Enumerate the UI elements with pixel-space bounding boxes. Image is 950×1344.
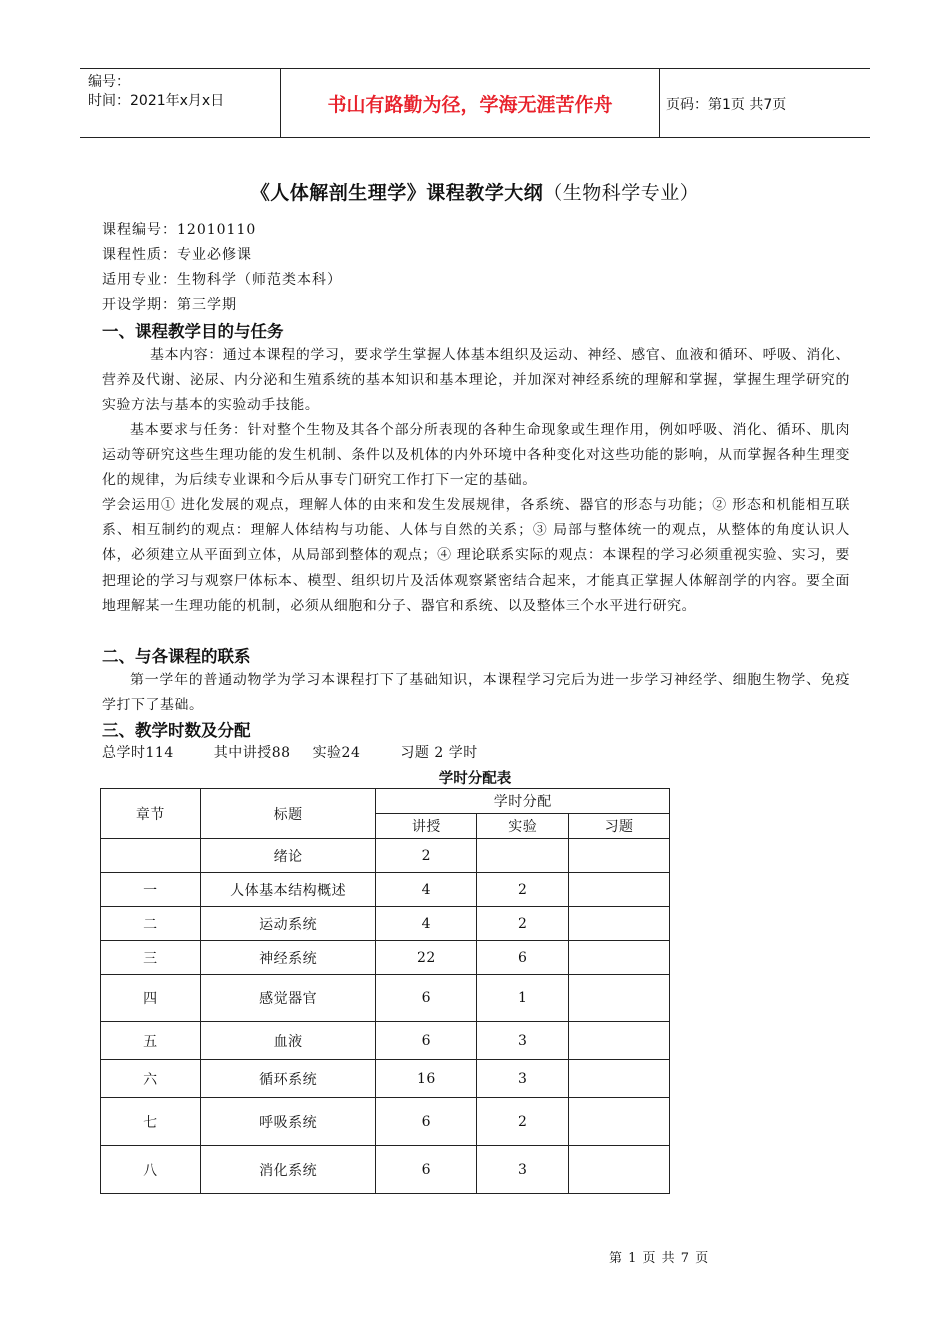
header-number: 编号： [88,74,130,90]
cell-exercise [569,1146,670,1194]
cell-lab: 3 [477,1022,569,1060]
table-row [101,1098,670,1146]
cell-lecture: 6 [376,975,477,1022]
header-slogan: 书山有路勤为径，学海无涯苦作舟 [280,69,660,137]
cell-title: 感觉器官 [200,975,376,1022]
header-time: 时间：2021年x月x日 [88,93,225,109]
col-header-lab: 实验 [477,814,569,839]
cell-lab: 1 [477,975,569,1022]
cell-chapter: 五 [101,1022,201,1060]
cell-chapter [101,839,201,873]
table-title: 学时分配表 [438,771,512,787]
cell-chapter: 六 [101,1060,201,1098]
course-nature: 课程性质：专业必修课 [102,247,252,263]
course-code: 课程编号：12010110 [102,222,257,238]
section1-para-methods: 学会运用① 进化发展的观点，理解人体的由来和发生发展规律，各系统、器官的形态与功能；② 形态和机能相互联系、相互制约的观点：理解人体结构与功能、人体与自然的关系；③ 局部与整体统一的观点，从整体的角度认识人体，必须建立从平面到立体，从局部到整体的观点；④ 理论联系实际的观点：本课程的学习必须重视实验、实习，要把理论的学习与观察尸体标本、模型、组织切片及活体观察紧密结合起来，才能真正掌握人体解剖学的内容。要全面地理解某一生理功能的机制，必须从细胞和分子、器官和系统、以及整体三个水平进行研究。 [102,497,850,614]
cell-title: 神经系统 [200,941,376,975]
cell-title: 循环系统 [200,1060,376,1098]
cell-exercise [569,941,670,975]
teaching-hours-summary [102,742,518,762]
table-row [101,1060,670,1098]
cell-lecture: 6 [376,1146,477,1194]
cell-title: 血液 [200,1022,376,1060]
section2-heading: 二、与各课程的联系 [102,647,251,666]
cell-lecture: 22 [376,941,477,975]
course-semester: 开设学期：第三学期 [102,297,237,313]
cell-exercise [569,1060,670,1098]
document-title [0,178,950,205]
cell-chapter: 八 [101,1146,201,1194]
hours-total: 总学时114 [102,745,174,761]
cell-lecture: 6 [376,1022,477,1060]
cell-lecture: 4 [376,873,477,907]
section3-heading: 三、教学时数及分配 [102,721,251,740]
col-header-chapter: 章节 [101,789,201,839]
table-row [101,1146,670,1194]
cell-lab: 6 [477,941,569,975]
table-row [101,1022,670,1060]
table-row [101,839,670,873]
cell-exercise [569,975,670,1022]
hours-exercise: 习题 2 学时 [400,745,478,761]
cell-lab: 2 [477,907,569,941]
cell-chapter: 七 [101,1098,201,1146]
cell-lab [477,839,569,873]
cell-lab: 3 [477,1146,569,1194]
page-footer: 第 1 页 共 7 页 [609,1251,710,1266]
course-major: 适用专业：生物科学（师范类本科） [102,272,342,288]
section1-para-basic-content: 基本内容：通过本课程的学习，要求学生掌握人体基本组织及运动、神经、感官、血液和循环、呼吸、消化、营养及代谢、泌尿、内分泌和生殖系统的基本知识和基本理论，并加深对神经系统的理解和掌握，掌握生理学研究的实验方法与基本的实验动手技能。 [102,347,850,414]
col-header-exercise: 习题 [569,814,670,839]
header-left [88,73,224,111]
hours-allocation-table [100,788,670,1194]
header-page-number: 页码：第1页 共7页 [666,97,787,113]
section1-heading: 一、课程教学目的与任务 [102,322,284,341]
table-row [101,975,670,1022]
table-row [101,941,670,975]
cell-title: 绪论 [200,839,376,873]
cell-chapter: 三 [101,941,201,975]
table-row [101,873,670,907]
section1-para-requirements: 基本要求与任务：针对整个生物及其各个部分所表现的各种生命现象或生理作用，例如呼吸、消化、循环、肌肉运动等研究这些生理功能的发生机制、条件以及机体的内外环境中各种变化对这些功能的影响，从而掌握各种生理变化的规律，为后续专业课和今后从事专门研究工作打下一定的基础。 [102,422,850,489]
col-header-lecture: 讲授 [376,814,477,839]
cell-lecture: 4 [376,907,477,941]
cell-title: 运动系统 [200,907,376,941]
cell-title: 人体基本结构概述 [200,873,376,907]
document-title-sub: （生物科学专业） [543,182,700,204]
cell-lab: 3 [477,1060,569,1098]
cell-lab: 2 [477,1098,569,1146]
cell-lab: 2 [477,873,569,907]
section2-para: 第一学年的普通动物学为学习本课程打下了基础知识，本课程学习完后为进一步学习神经学、细胞生物学、免疫学打下了基础。 [102,672,850,714]
cell-exercise [569,907,670,941]
cell-chapter: 四 [101,975,201,1022]
table-row [101,907,670,941]
cell-exercise [569,839,670,873]
cell-lecture: 2 [376,839,477,873]
col-header-title: 标题 [200,789,376,839]
hours-lab: 实验24 [312,745,361,761]
cell-lecture: 16 [376,1060,477,1098]
cell-exercise [569,873,670,907]
cell-exercise [569,1098,670,1146]
cell-title: 消化系统 [200,1146,376,1194]
cell-chapter: 一 [101,873,201,907]
cell-chapter: 二 [101,907,201,941]
document-title-main: 《人体解剖生理学》课程教学大纲 [250,182,544,204]
cell-title: 呼吸系统 [200,1098,376,1146]
col-header-hours: 学时分配 [376,789,670,814]
page-header [80,68,870,138]
cell-lecture: 6 [376,1098,477,1146]
cell-exercise [569,1022,670,1060]
hours-lecture: 其中讲授88 [213,745,291,761]
